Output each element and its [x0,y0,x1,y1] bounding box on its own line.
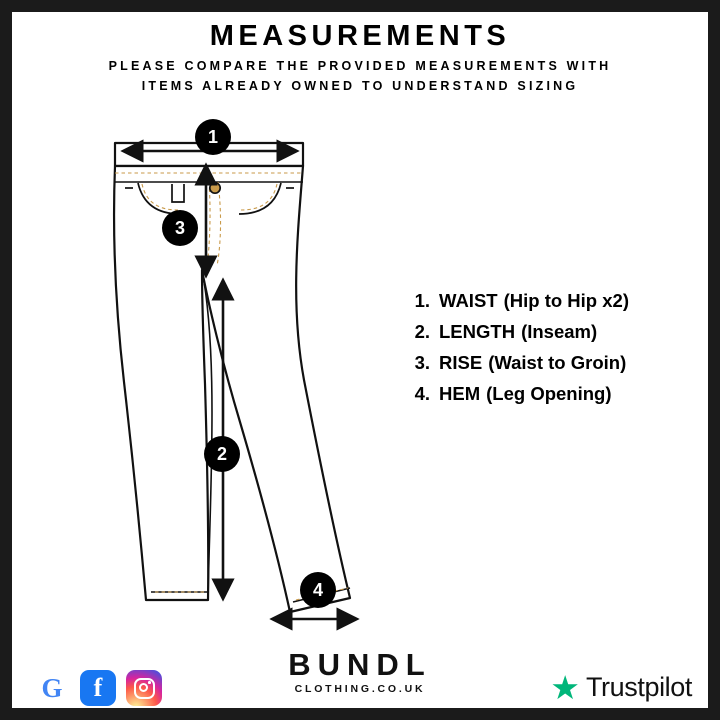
waist-button [210,183,220,193]
brand-domain: CLOTHING.CO.UK [294,683,426,695]
social-links [34,670,162,706]
legend-number: 1. [414,290,430,311]
google-icon[interactable]: G [34,670,70,706]
legend-item-waist [404,290,694,312]
measurement-legend [404,290,694,414]
callout-4: 4 [300,572,336,608]
instagram-dot [148,681,151,684]
subtitle-line-2: ITEMS ALREADY OWNED TO UNDERSTAND SIZING [141,79,579,93]
legend-value: (Leg Opening) [486,383,612,404]
legend-item-hem [404,383,694,405]
legend-number: 2. [414,321,430,342]
legend-value: (Waist to Groin) [488,352,627,373]
star-icon: ★ [550,668,580,706]
callout-2: 2 [204,436,240,472]
legend-key: WAIST [439,290,498,311]
instagram-icon[interactable] [126,670,162,706]
facebook-icon[interactable]: f [80,670,116,706]
callout-3: 3 [162,210,198,246]
brand-name: BUNDL [288,647,432,682]
legend-number: 3. [414,352,430,373]
legend-number: 4. [414,383,430,404]
trustpilot-label: Trustpilot [585,672,692,702]
legend-item-length [404,321,694,343]
trustpilot-badge[interactable] [550,668,692,706]
callout-1: 1 [195,119,231,155]
legend-key: HEM [439,383,481,404]
jeans-body [114,166,350,612]
legend-key: RISE [439,352,483,373]
legend-value: (Hip to Hip x2) [503,290,629,311]
legend-item-rise [404,352,694,374]
instagram-lens [139,683,148,692]
legend-value: (Inseam) [521,321,598,342]
instagram-frame [134,678,155,699]
page-title: MEASUREMENTS [209,20,511,52]
measurement-card [12,12,708,708]
legend-key: LENGTH [439,321,516,342]
subtitle-line-1: PLEASE COMPARE THE PROVIDED MEASUREMENTS WITH [108,59,612,73]
